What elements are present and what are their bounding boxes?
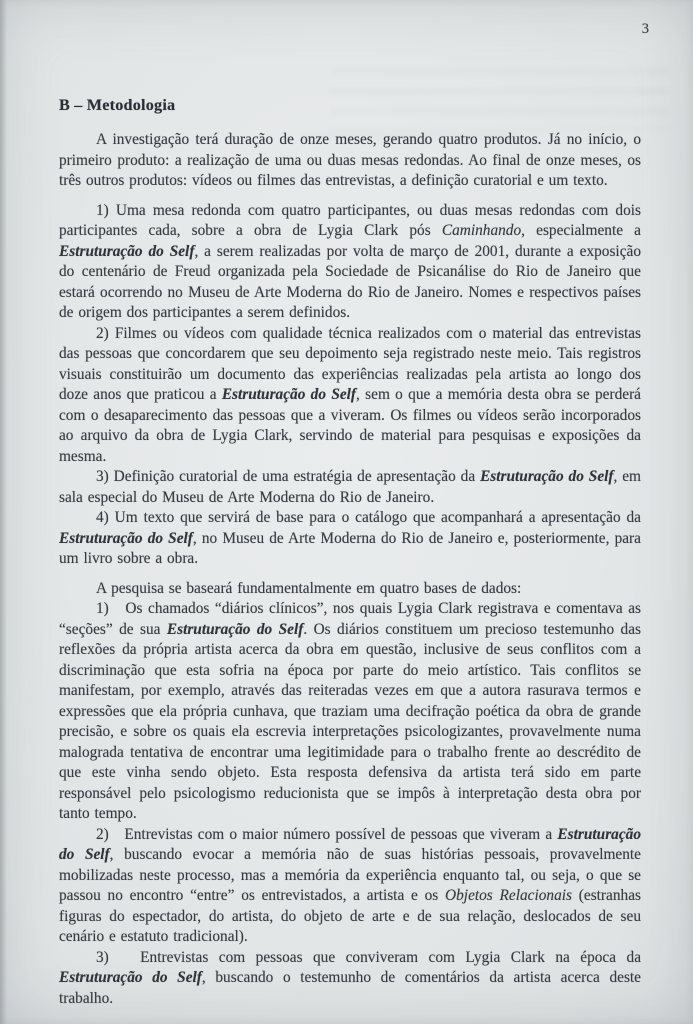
page-number: 3 [641,21,649,37]
text-run: , no Museu de Arte Moderna do Rio de Janeiro e, posteriormente, para um livro sobre a obra. [59,529,641,567]
text-run: (estranhas figuras do espectador, do artista, do objeto de arte e de sua relação, deslocados de seu cenário e estatuto tradicional). [59,887,641,945]
paragraph-produto-2 [59,324,641,468]
text-run: , sem o que a memória desta obra se perderá com o desaparecimento das pessoas que a viveram. Os filmes ou vídeos serão incorporados ao arquivo da obra de Lygia Clark, servindo de material para pesquisas e exposições da mesma. [59,386,641,465]
text-run: , em sala especial do Museu de Arte Moderna do Rio de Janeiro. [59,468,641,506]
paragraph-base-1 [59,599,641,825]
emphasis-text: Caminhando [441,222,522,239]
emphasis-text: Estruturação do Self [59,242,195,260]
text-run: , especialmente a [521,222,641,239]
emphasis-text: Estruturação do Self [59,529,193,547]
text-run: , a serem realizadas por volta de março de 2001, durante a exposição do centenário de Freud organizada pela Sociedade de Psicanálise do Rio de Janeiro que estará ocorrendo no Museu de Arte Moderna do Rio de Janeiro. Nomes e respectivos países de origem dos participantes a serem definidos. [59,242,641,321]
emphasis-text: Estruturação do Self [59,825,641,863]
document-body [59,130,641,1009]
text-run: A pesquisa se baseará fundamentalmente em quatro bases de dados: [96,579,522,597]
text-run: 1) Uma mesa redonda com quatro participantes, ou duas mesas redondas com dois participantes cada, sobre a obra de Lygia Clark pós [59,201,641,239]
text-run: 3) Definição curatorial de uma estratégia de apresentação da [96,468,481,485]
emphasis-text: Estruturação do Self [221,386,357,403]
paragraph-intro [59,130,641,192]
emphasis-text: Estruturação do Self [480,468,614,485]
text-run: 2) Entrevistas com o maior número possível de pessoas que viveram a [96,825,558,843]
text-run: . Os diários constituem um precioso testemunho das reflexões da própria artista acerca da obra em questão, inclusive de seus conflitos com a discriminação que esta sofria na época por parte do meio artístico. Tais conflitos se manifestam, por exemplo, através das reiteradas vezes em que a autora rasurava termos e expressões que ela própria cunhava, que traziam uma decifração poética da obra de grande precisão, e sobre os quais ela escrevia interpretações psicologizantes, provavelmente numa malograda tentativa de encontrar uma legitimidade para o trabalho frente ao descrédito de que este vinha sendo objeto. Esta resposta defensiva da artista terá sido em parte responsável pelo psicologismo reducionista que se impôs à interpretação desta obra por tanto tempo. [59,620,641,822]
paragraph-produto-4 [59,508,641,570]
paragraph-base-2 [59,825,641,948]
paragraph-produto-1 [59,201,641,324]
text-run: 3) Entrevistas com pessoas que conviveram com Lygia Clark na época da [96,948,641,966]
text-run: 2) Filmes ou vídeos com qualidade técnica realizados com o material das entrevistas das pessoas que concordarem que seu depoimento seja registrado neste meio. Tais registros visuais constituirão um documento das experiências realizadas pela artista ao longo dos doze anos que praticou a [59,324,641,403]
section-heading: B – Metodologia [59,96,176,114]
text-run: 4) Um texto que servirá de base para o catálogo que acompanhará a apresentação da [96,509,641,526]
text-run: 1) Os chamados “diários clínicos”, nos quais Lygia Clark registrava e comentava as “seções” de sua [59,600,641,638]
scan-edge-shadow [0,0,7,1024]
paragraph-produto-3 [59,467,641,508]
document-content [59,96,641,1009]
text-run: , buscando o testemunho de comentários da artista acerca deste trabalho. [59,969,641,1007]
paragraph-base-3 [59,948,641,1010]
text-run: , buscando evocar a memória não de suas histórias pessoais, provavelmente mobilizadas neste processo, mas a memória da experiência enquanto tal, ou seja, o que se passou no encontro “entre” os entrevistados, a artista e os [59,846,641,904]
text-run: A investigação terá duração de onze meses, gerando quatro produtos. Já no início, o primeiro produto: a realização de uma ou duas mesas redondas. Ao final de onze meses, os três outros produtos: vídeos ou filmes das entrevistas, a definição curatorial e um texto. [59,131,641,189]
emphasis-text: Objetos Relacionais [445,887,572,904]
emphasis-text: Estruturação do Self [59,969,202,986]
emphasis-text: Estruturação do Self [166,620,304,638]
paragraph-bases-intro [59,579,641,600]
